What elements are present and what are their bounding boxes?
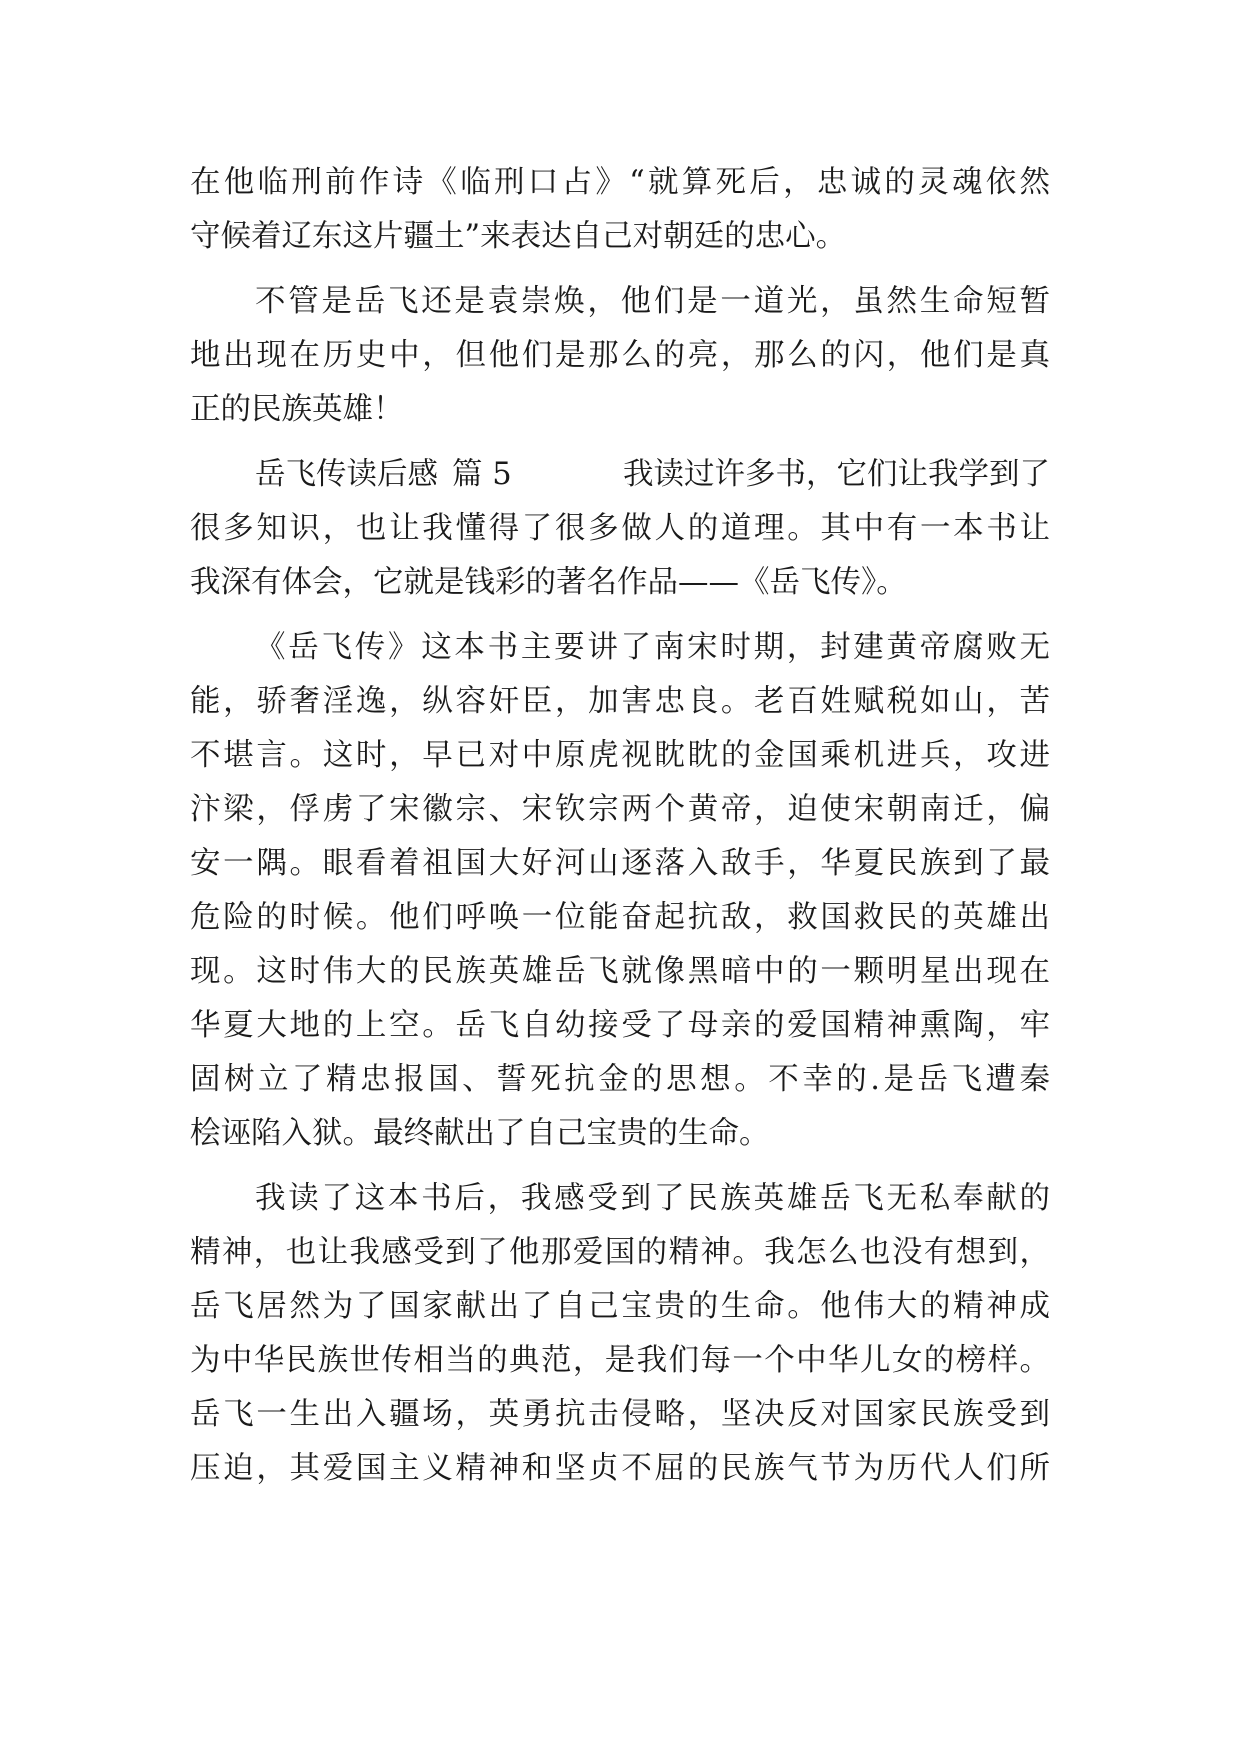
text-line: 地出现在历史中，但他们是那么的亮，那么的闪，他们是真 (190, 338, 1050, 373)
text-line: 为中华民族世传相当的典范，是我们每一个中华儿女的榜样。 (190, 1343, 1050, 1378)
text-line: 岳飞居然为了国家献出了自己宝贵的生命。他伟大的精神成 (190, 1289, 1050, 1324)
paragraph (190, 275, 1050, 437)
text-line: 精神，也让我感受到了他那爱国的精神。我怎么也没有想到， (190, 1235, 1050, 1270)
text-line: 正的民族英雄！ (190, 392, 404, 427)
text-line: 汴梁，俘虏了宋徽宗、宋钦宗两个黄帝，迫使宋朝南迁，偏 (190, 792, 1050, 827)
text-line: 压迫，其爱国主义精神和坚贞不屈的民族气节为历代人们所 (190, 1451, 1050, 1486)
text-line: 安一隅。眼看着祖国大好河山逐落入敌手，华夏民族到了最 (190, 846, 1050, 881)
paragraph (190, 1172, 1050, 1496)
text-line: 守候着辽东这片疆土”来表达自己对朝廷的忠心。 (190, 219, 847, 254)
text-line: 固树立了精忠报国、誓死抗金的思想。不幸的.是岳飞遭秦 (190, 1062, 1050, 1097)
text-line: 在他临刑前作诗《临刑口占》“就算死后，忠诚的灵魂依然 (190, 165, 1050, 200)
paragraph (190, 156, 1050, 264)
text-line: 能，骄奢淫逸，纵容奸臣，加害忠良。老百姓赋税如山，苦 (190, 684, 1050, 719)
section-heading-number: 篇 5 (452, 457, 512, 492)
section-heading (190, 448, 512, 502)
text-line: 很多知识，也让我懂得了很多做人的道理。其中有一本书让 (190, 511, 1050, 546)
text-line: 《岳飞传》这本书主要讲了南宋时期，封建黄帝腐败无 (255, 630, 1050, 665)
text-line: 华夏大地的上空。岳飞自幼接受了母亲的爱国精神熏陶，牢 (190, 1008, 1050, 1043)
text-line: 桧诬陷入狱。最终献出了自己宝贵的生命。 (190, 1116, 770, 1151)
text-line: 我深有体会，它就是钱彩的著名作品——《岳飞传》。 (190, 565, 907, 600)
text-line: 危险的时候。他们呼唤一位能奋起抗敌，救国救民的英雄出 (190, 900, 1050, 935)
text-line: 现。这时伟大的民族英雄岳飞就像黑暗中的一颗明星出现在 (190, 954, 1050, 989)
paragraph (190, 621, 1050, 1161)
section-heading-title: 岳飞传读后感 (255, 457, 438, 492)
document-body (190, 156, 1050, 1496)
text-line: 不管是岳飞还是袁崇焕，他们是一道光，虽然生命短暂 (255, 284, 1050, 319)
text-line-rest: 我读过许多书，它们让我学到了 (623, 457, 1050, 492)
text-line: 我读了这本书后，我感受到了民族英雄岳飞无私奉献的 (255, 1181, 1050, 1216)
paragraph (190, 448, 1050, 610)
section-heading-line (190, 448, 1050, 502)
text-line: 不堪言。这时，早已对中原虎视眈眈的金国乘机进兵，攻进 (190, 738, 1050, 773)
text-line: 岳飞一生出入疆场，英勇抗击侵略，坚决反对国家民族受到 (190, 1397, 1050, 1432)
